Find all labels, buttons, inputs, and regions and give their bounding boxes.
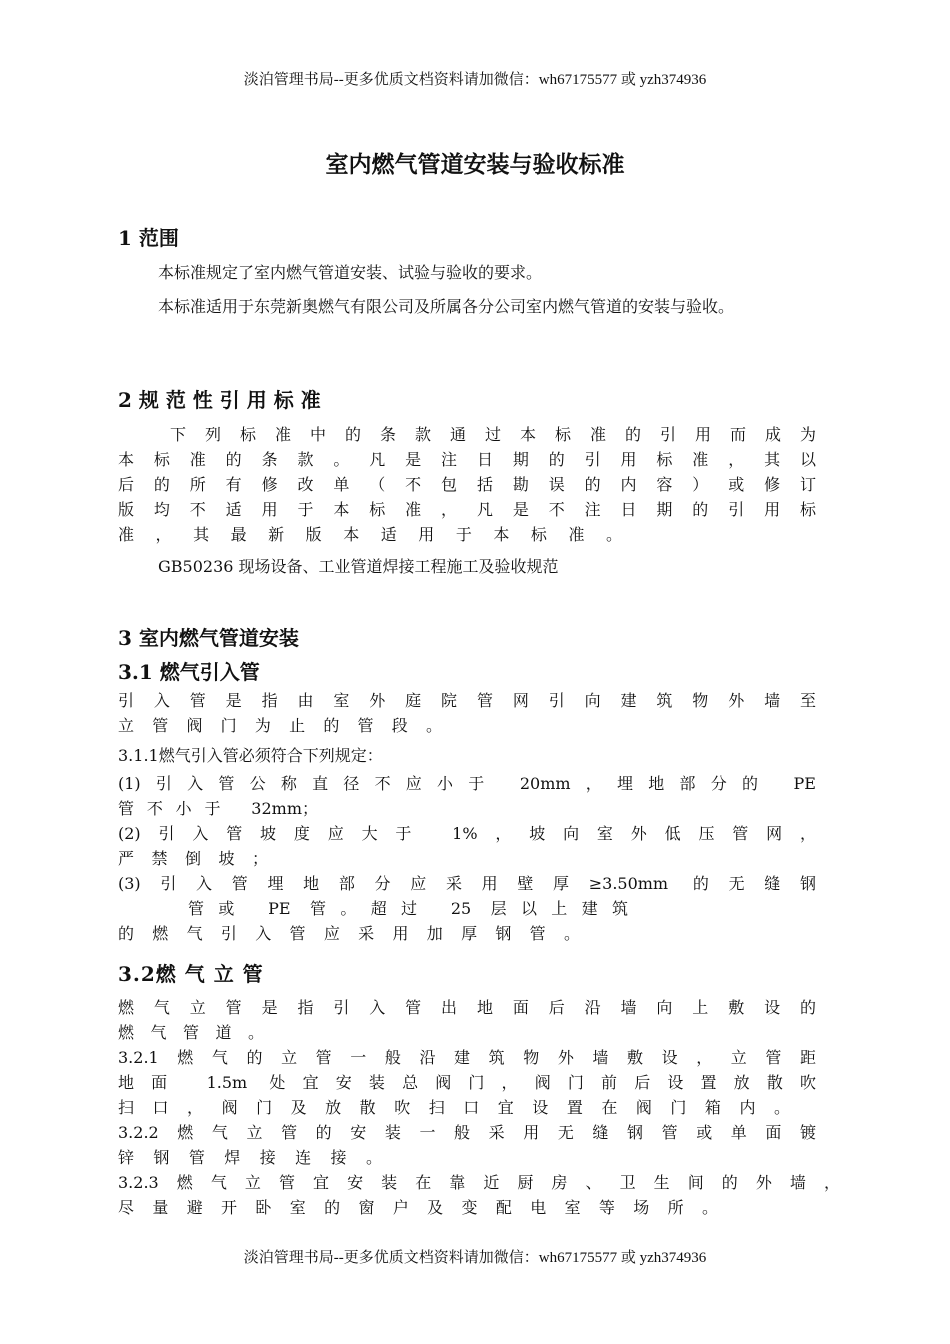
section-3-1-line: 立管阀门为止的管段。 xyxy=(118,716,442,735)
clause-3-2-1-line: 扫口，阀门及放散吹扫口宜设置在阀门箱内。 xyxy=(118,1098,790,1117)
rule-2-line: (2)引入管坡度应大于 1%，坡向室外低压管网， xyxy=(118,824,816,843)
rule-3-line: 的燃气引入管应采用加厚钢管。 xyxy=(118,924,580,943)
rule-1-line: (1)引入管公称直径不应小于 20mm，埋地部分的 PE xyxy=(118,774,816,793)
section-1-paragraph-2: 本标准适用于东莞新奥燃气有限公司及所属各分公司室内燃气管道的安装与验收。 xyxy=(158,297,735,316)
reference-standard: GB50236 现场设备、工业管道焊接工程施工及验收规范 xyxy=(158,557,559,576)
document-title: 室内燃气管道安装与验收标准 xyxy=(325,151,625,178)
section-3-1-line: 引入管是指由室外庭院管网引向建筑物外墙至 xyxy=(118,691,816,710)
page-footer: 淡泊管理书局--更多优质文档资料请加微信：wh67175577 或 yzh374936 xyxy=(243,1250,707,1266)
section-1-heading: 1 范围 xyxy=(118,226,179,250)
section-2-line: 下列标准中的条款通过本标准的引用而成为 xyxy=(170,425,816,444)
rule-3-line: 管或 PE 管。超过 25 层以上建筑 xyxy=(188,899,628,918)
rule-3-line: (3)引入管埋地部分应采用壁厚≥3.50mm 的无缝钢 xyxy=(118,874,816,893)
clause-3-2-1-line: 地面 1.5m 处宜安装总阀门，阀门前后设置放散吹 xyxy=(118,1073,816,1092)
section-1-paragraph-1: 本标准规定了室内燃气管道安装、试验与验收的要求。 xyxy=(158,263,543,282)
clause-3-2-2-line: 锌钢管焊接连接。 xyxy=(118,1148,382,1167)
clause-3-2-1-line: 3.2.1燃气的立管一般沿建筑物外墙敷设，立管距 xyxy=(118,1048,816,1067)
page-header: 淡泊管理书局--更多优质文档资料请加微信：wh67175577 或 yzh374936 xyxy=(243,72,707,88)
section-3-1-heading: 3.1 燃气引入管 xyxy=(118,660,260,684)
clause-3-1-1: 3.1.1燃气引入管必须符合下列规定： xyxy=(118,746,383,765)
clause-3-2-3-line: 尽量避开卧室的窗户及变配电室等场所。 xyxy=(118,1198,718,1217)
section-2-line: 本标准的条款。凡是注日期的引用标准，其以 xyxy=(118,450,816,469)
section-2-heading: 2 规 范 性 引 用 标 准 xyxy=(118,388,321,412)
section-3-heading: 3 室内燃气管道安装 xyxy=(118,626,299,650)
clause-3-2-2-line: 3.2.2燃气立管的安装一般采用无缝钢管或单面镀 xyxy=(118,1123,816,1142)
section-3-2-line: 燃气管道。 xyxy=(118,1023,264,1042)
rule-1-line: 管不小于 32mm； xyxy=(118,799,318,818)
rule-2-line: 严禁倒坡； xyxy=(118,849,268,868)
clause-3-2-3-line: 3.2.3燃气立管宜安装在靠近厨房、卫生间的外墙， xyxy=(118,1173,840,1192)
section-2-line: 后的所有修改单（不包括勘误的内容）或修订 xyxy=(118,475,816,494)
section-2-line: 版均不适用于本标准，凡是不注日期的引用标 xyxy=(118,500,816,519)
section-3-2-heading: 3.2燃 气 立 管 xyxy=(118,962,264,986)
section-2-line: 准，其最新版本适用于本标准。 xyxy=(118,525,622,544)
section-3-2-line: 燃气立管是指引入管出地面后沿墙向上敷设的 xyxy=(118,998,816,1017)
